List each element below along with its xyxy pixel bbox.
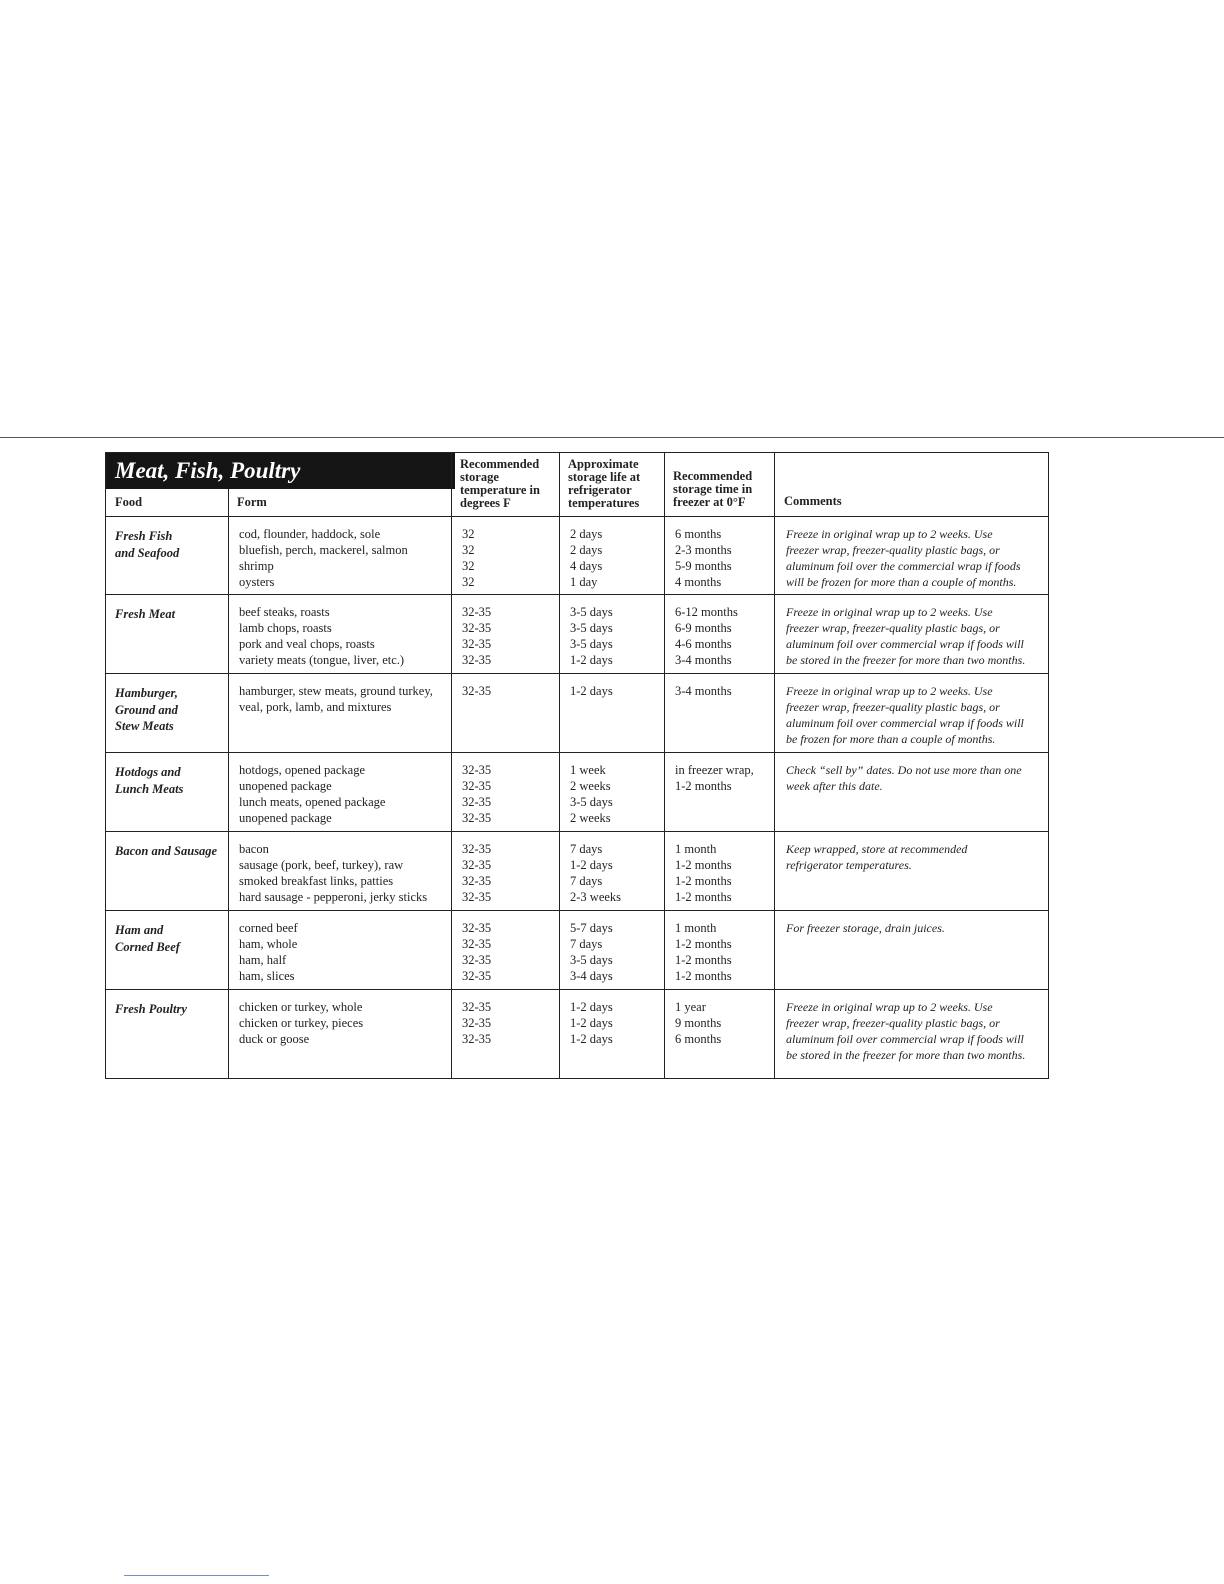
temperature-value: 32-35 <box>462 937 492 951</box>
freezer-time-value: 1-2 months <box>675 779 732 793</box>
food-category: Bacon and Sausage <box>115 844 218 858</box>
temperature-value: 32-35 <box>462 874 492 888</box>
fridge-life-value: 7 days <box>570 937 603 951</box>
fridge-life-value: 1-2 days <box>570 684 613 698</box>
fridge-life-value: 3-5 days <box>570 621 613 635</box>
temperature-value: 32-35 <box>462 953 492 967</box>
row-divider <box>106 516 1048 517</box>
form-item: unopened package <box>239 811 332 825</box>
form-item: smoked breakfast links, patties <box>239 874 394 888</box>
form-item: pork and veal chops, roasts <box>239 637 375 651</box>
temperature-value: 32-35 <box>462 842 492 856</box>
comment-text: Freeze in original wrap up to 2 weeks. Use freezer wrap, freezer-quality plastic bags, or aluminum foil over commercial wrap if foods will be stored in the freezer for more than two months. <box>786 605 1026 667</box>
temperature-value: 32-35 <box>462 1016 492 1030</box>
fridge-life-value: 3-5 days <box>570 605 613 619</box>
header-freezer-time: Recommended storage time in freezer at 0°F <box>673 469 753 509</box>
comment-text: Keep wrapped, store at recommended refrigerator temperatures. <box>786 842 968 872</box>
temperature-list <box>462 999 491 1047</box>
freezer-time-value: 1-2 months <box>675 937 732 951</box>
fridge-life-value: 1-2 days <box>570 653 613 667</box>
form-item: hard sausage - pepperoni, jerky sticks <box>239 890 428 904</box>
fridge-life-list <box>570 999 613 1047</box>
freezer-time-value: 1 month <box>675 921 717 935</box>
row-divider <box>106 989 1048 990</box>
temperature-list <box>462 841 491 905</box>
fridge-life-value: 1-2 days <box>570 858 613 872</box>
form-list <box>239 526 408 590</box>
temperature-value: 32-35 <box>462 811 492 825</box>
temperature-value: 32-35 <box>462 890 492 904</box>
row-divider <box>106 752 1048 753</box>
freezer-time-value: 9 months <box>675 1016 722 1030</box>
temperature-value: 32-35 <box>462 637 492 651</box>
fridge-life-value: 2-3 weeks <box>570 890 622 904</box>
form-list <box>239 604 404 668</box>
temperature-list <box>462 762 491 826</box>
fridge-life-value: 2 weeks <box>570 779 611 793</box>
form-item: hotdogs, opened package <box>239 763 366 777</box>
freezer-time-value: 5-9 months <box>675 559 732 573</box>
fridge-life-value: 7 days <box>570 874 603 888</box>
freezer-time-value: 1 month <box>675 842 717 856</box>
fridge-life-value: 1-2 days <box>570 1032 613 1046</box>
form-item: veal, pork, lamb, and mixtures <box>239 700 392 714</box>
form-item: cod, flounder, haddock, sole <box>239 527 381 541</box>
freezer-time-value: 6-12 months <box>675 605 738 619</box>
form-item: hamburger, stew meats, ground turkey, <box>239 684 433 698</box>
fridge-life-value: 3-5 days <box>570 637 613 651</box>
form-item: unopened package <box>239 779 332 793</box>
form-list <box>239 683 433 715</box>
temperature-value: 32 <box>462 559 475 573</box>
form-item: chicken or turkey, whole <box>239 1000 363 1014</box>
form-item: duck or goose <box>239 1032 310 1046</box>
temperature-value: 32-35 <box>462 653 492 667</box>
column-divider <box>664 453 665 1078</box>
fridge-life-value: 4 days <box>570 559 603 573</box>
form-item: shrimp <box>239 559 274 573</box>
fridge-life-value: 3-5 days <box>570 953 613 967</box>
temperature-value: 32-35 <box>462 795 492 809</box>
temperature-value: 32-35 <box>462 779 492 793</box>
freezer-time-value: 3-4 months <box>675 684 732 698</box>
freezer-time-value: 6 months <box>675 527 722 541</box>
fridge-life-value: 2 weeks <box>570 811 611 825</box>
freezer-time-list <box>675 604 738 668</box>
form-item: variety meats (tongue, liver, etc.) <box>239 653 405 667</box>
temperature-value: 32-35 <box>462 1032 492 1046</box>
form-item: corned beef <box>239 921 298 935</box>
temperature-value: 32-35 <box>462 858 492 872</box>
freezer-time-list <box>675 683 732 699</box>
row-divider <box>106 594 1048 595</box>
freezer-time-value: 6-9 months <box>675 621 732 635</box>
freezer-time-value: 1-2 months <box>675 969 732 983</box>
form-item: ham, slices <box>239 969 295 983</box>
form-list <box>239 920 298 984</box>
comment-text: For freezer storage, drain juices. <box>786 921 945 935</box>
freezer-time-value: 1-2 months <box>675 858 732 872</box>
comment-text: Freeze in original wrap up to 2 weeks. Use freezer wrap, freezer-quality plastic bags, or aluminum foil over commercial wrap if foods will be frozen for more than a couple of months. <box>786 684 1024 746</box>
freezer-time-value: in freezer wrap, <box>675 763 754 777</box>
row-divider <box>106 673 1048 674</box>
food-category: Fresh Fish and Seafood <box>115 529 180 560</box>
form-list <box>239 762 385 826</box>
freezer-time-list <box>675 526 732 590</box>
form-item: lunch meats, opened package <box>239 795 386 809</box>
freezer-time-list <box>675 999 721 1047</box>
header-comments: Comments <box>784 494 842 508</box>
freezer-time-value: 3-4 months <box>675 653 732 667</box>
food-category: Hotdogs and Lunch Meats <box>115 765 184 796</box>
freezer-time-value: 1 year <box>675 1000 706 1014</box>
freezer-time-value: 1-2 months <box>675 953 732 967</box>
form-item: sausage (pork, beef, turkey), raw <box>239 858 404 872</box>
temperature-value: 32-35 <box>462 969 492 983</box>
storage-table <box>105 452 1049 1079</box>
temperature-value: 32-35 <box>462 621 492 635</box>
form-list <box>239 999 363 1047</box>
fridge-life-value: 1 day <box>570 575 598 589</box>
temperature-list <box>462 683 491 699</box>
fridge-life-value: 3-5 days <box>570 795 613 809</box>
fridge-life-value: 2 days <box>570 543 603 557</box>
temperature-value: 32 <box>462 575 475 589</box>
fridge-life-list <box>570 762 613 826</box>
form-item: chicken or turkey, pieces <box>239 1016 364 1030</box>
temperature-value: 32-35 <box>462 684 492 698</box>
fridge-life-value: 5-7 days <box>570 921 613 935</box>
freezer-time-value: 1-2 months <box>675 874 732 888</box>
form-item: oysters <box>239 575 275 589</box>
page-rule-top <box>0 437 1224 438</box>
freezer-time-value: 6 months <box>675 1032 722 1046</box>
form-item: ham, half <box>239 953 287 967</box>
fridge-life-value: 2 days <box>570 527 603 541</box>
fridge-life-list <box>570 920 613 984</box>
food-category: Fresh Poultry <box>115 1002 187 1016</box>
freezer-time-value: 2-3 months <box>675 543 732 557</box>
fridge-life-value: 1-2 days <box>570 1016 613 1030</box>
fridge-life-value: 7 days <box>570 842 603 856</box>
freezer-time-value: 4 months <box>675 575 722 589</box>
temperature-list <box>462 920 491 984</box>
temperature-value: 32-35 <box>462 763 492 777</box>
freezer-time-list <box>675 762 754 794</box>
temperature-list <box>462 604 491 668</box>
header-form: Form <box>237 495 267 509</box>
fridge-life-value: 1 week <box>570 763 606 777</box>
comment-text: Check “sell by” dates. Do not use more than one week after this date. <box>786 763 1022 793</box>
fridge-life-value: 3-4 days <box>570 969 613 983</box>
form-item: ham, whole <box>239 937 298 951</box>
fridge-life-list <box>570 841 621 905</box>
temperature-value: 32 <box>462 543 475 557</box>
freezer-time-list <box>675 841 732 905</box>
comment-text: Freeze in original wrap up to 2 weeks. Use freezer wrap, freezer-quality plastic bags, or aluminum foil over the commercial wrap if foods will be frozen for more than a couple of months. <box>786 527 1021 589</box>
comment-text: Freeze in original wrap up to 2 weeks. Use freezer wrap, freezer-quality plastic bags, or aluminum foil over commercial wrap if foods will be stored in the freezer for more than two months. <box>786 1000 1026 1062</box>
food-category: Ham and Corned Beef <box>115 923 180 954</box>
header-temperature: Recommended storage temperature in degrees F <box>460 457 540 510</box>
temperature-list <box>462 526 475 590</box>
temperature-value: 32-35 <box>462 1000 492 1014</box>
food-category: Fresh Meat <box>115 607 176 621</box>
header-food: Food <box>115 495 143 509</box>
temperature-value: 32 <box>462 527 475 541</box>
temperature-value: 32-35 <box>462 605 492 619</box>
form-item: beef steaks, roasts <box>239 605 330 619</box>
page-rule-bottom <box>124 1575 269 1576</box>
freezer-time-value: 1-2 months <box>675 890 732 904</box>
freezer-time-list <box>675 920 732 984</box>
column-divider <box>451 453 452 1078</box>
row-divider <box>106 910 1048 911</box>
form-item: bacon <box>239 842 269 856</box>
form-item: lamb chops, roasts <box>239 621 332 635</box>
form-list <box>239 841 427 905</box>
form-item: bluefish, perch, mackerel, salmon <box>239 543 408 557</box>
temperature-value: 32-35 <box>462 921 492 935</box>
column-divider <box>774 453 775 1078</box>
row-divider <box>106 831 1048 832</box>
column-divider <box>559 453 560 1078</box>
freezer-time-value: 4-6 months <box>675 637 732 651</box>
table-title: Meat, Fish, Poultry <box>106 453 455 489</box>
fridge-life-list <box>570 683 613 699</box>
fridge-life-list <box>570 526 602 590</box>
header-fridge-life: Approximate storage life at refrigerator temperatures <box>568 457 641 510</box>
fridge-life-list <box>570 604 613 668</box>
food-category: Hamburger, Ground and Stew Meats <box>115 686 178 733</box>
fridge-life-value: 1-2 days <box>570 1000 613 1014</box>
